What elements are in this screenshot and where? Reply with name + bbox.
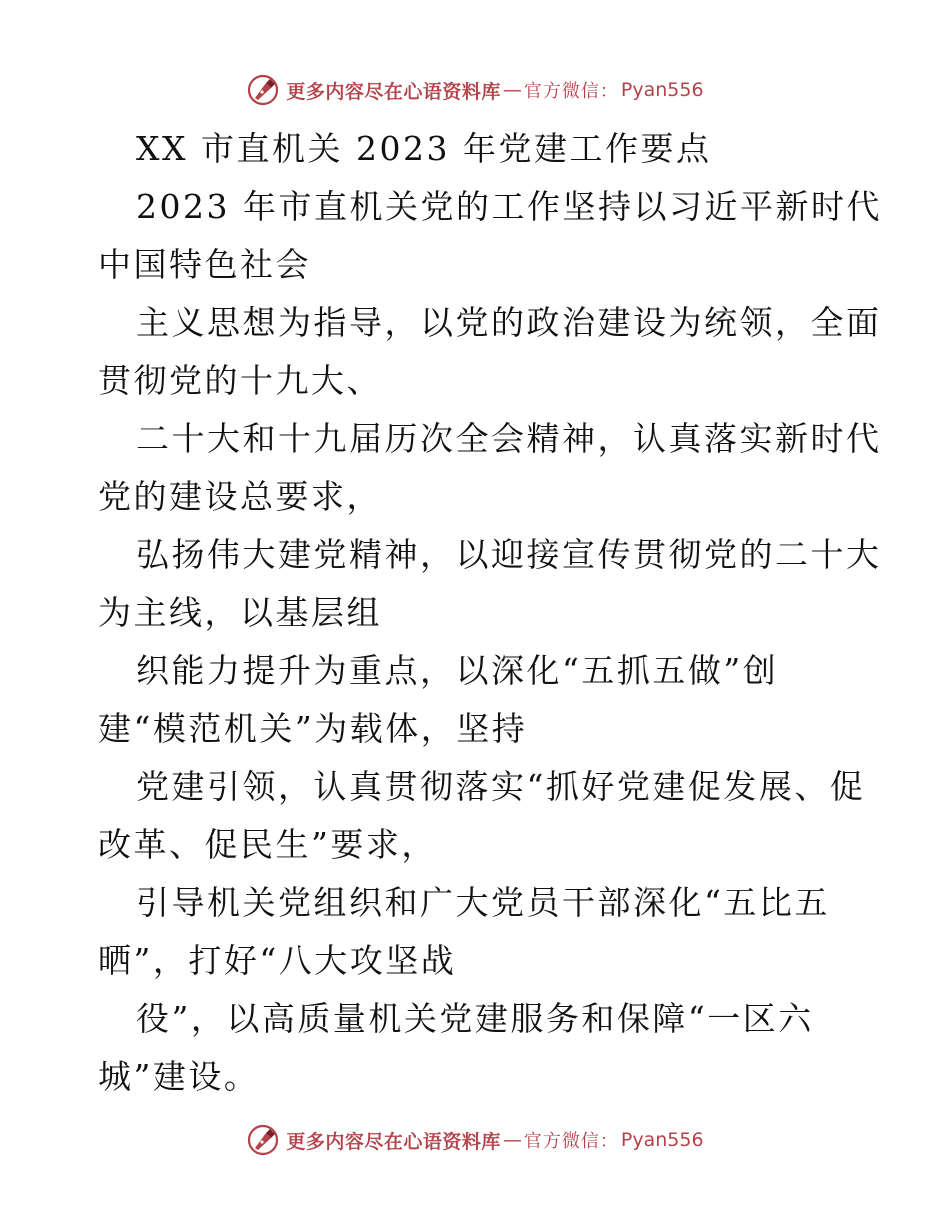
watermark-separator: — xyxy=(502,79,522,101)
paragraph-line: 为主线，以基层组 xyxy=(98,593,382,632)
paragraph-line: 引导机关党组织和广大党员干部深化“五比五 xyxy=(136,883,830,922)
paragraph-line: 弘扬伟大建党精神，以迎接宣传贯彻党的二十大 xyxy=(136,535,882,574)
document-body xyxy=(98,120,882,1106)
paragraph-line: 建“模范机关”为载体，坚持 xyxy=(98,709,528,748)
watermark-text: 更多内容尽在心语资料库 xyxy=(286,1130,501,1153)
header-watermark xyxy=(0,70,950,110)
footer-watermark xyxy=(0,1120,950,1160)
paragraph-line: 中国特色社会 xyxy=(98,245,311,284)
paragraph-line: 城”建设。 xyxy=(98,1057,260,1096)
document-title: XX 市直机关 2023 年党建工作要点 xyxy=(136,129,712,168)
watermark-separator: — xyxy=(502,1129,522,1151)
paragraph-line: 役”，以高质量机关党建服务和保障“一区六 xyxy=(136,999,814,1038)
pen-nib-logo-icon xyxy=(246,1123,280,1157)
paragraph-line: 主义思想为指导，以党的政治建设为统领，全面 xyxy=(136,303,882,342)
paragraph-line: 党建引领，认真贯彻落实“抓好党建促发展、促 xyxy=(136,767,866,806)
paragraph-line: 织能力提升为重点，以深化“五抓五做”创 xyxy=(136,651,779,690)
paragraph-line: 贯彻党的十九大、 xyxy=(98,361,382,400)
watermark-wechat-label: 官方微信： xyxy=(523,1131,619,1152)
watermark-wechat-id: Pyan556 xyxy=(620,79,704,101)
watermark-text: 更多内容尽在心语资料库 xyxy=(286,80,501,103)
paragraph-line: 党的建设总要求， xyxy=(98,477,382,516)
watermark-wechat-id: Pyan556 xyxy=(620,1129,704,1151)
paragraph-line: 晒”，打好“八大攻坚战 xyxy=(98,941,457,980)
paragraph-line: 改革、促民生”要求， xyxy=(98,825,437,864)
watermark-wechat-label: 官方微信： xyxy=(523,81,619,102)
pen-nib-logo-icon xyxy=(246,73,280,107)
paragraph-line: 二十大和十九届历次全会精神，认真落实新时代 xyxy=(136,419,882,458)
paragraph-line: 2023 年市直机关党的工作坚持以习近平新时代 xyxy=(136,187,882,226)
